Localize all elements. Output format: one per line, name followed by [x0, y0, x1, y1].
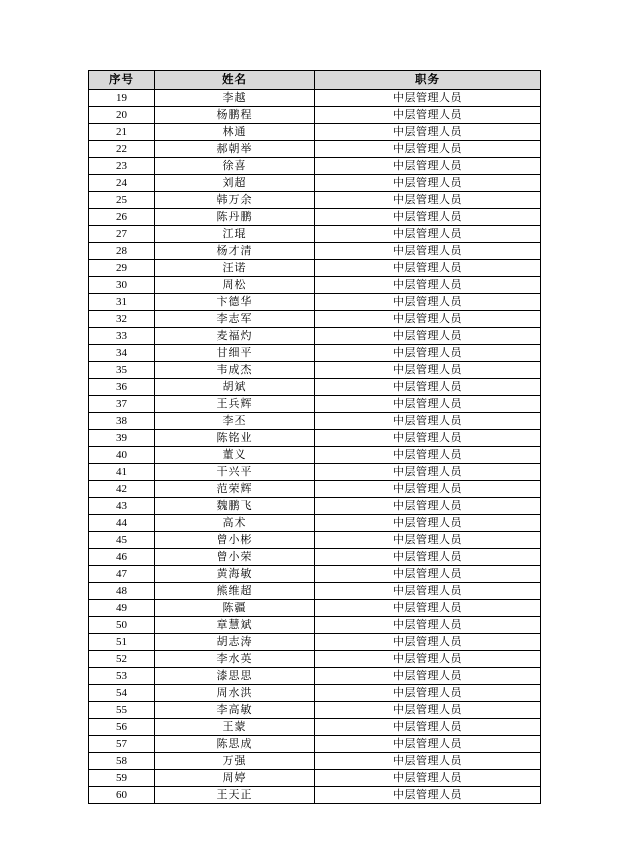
cell-name: 韩万余	[155, 192, 315, 209]
cell-number: 38	[89, 413, 155, 430]
table-header-row	[89, 71, 541, 90]
table-row	[89, 345, 541, 362]
table-row	[89, 311, 541, 328]
table-row	[89, 141, 541, 158]
cell-title: 中层管理人员	[315, 141, 541, 158]
cell-number: 35	[89, 362, 155, 379]
cell-name: 麦福灼	[155, 328, 315, 345]
cell-number: 46	[89, 549, 155, 566]
cell-title: 中层管理人员	[315, 226, 541, 243]
cell-name: 陈思成	[155, 736, 315, 753]
cell-name: 曾小彬	[155, 532, 315, 549]
table-row	[89, 549, 541, 566]
cell-title: 中层管理人员	[315, 702, 541, 719]
cell-name: 高术	[155, 515, 315, 532]
table-row	[89, 396, 541, 413]
cell-name: 陈疆	[155, 600, 315, 617]
cell-name: 干兴平	[155, 464, 315, 481]
table-row	[89, 617, 541, 634]
cell-name: 卞德华	[155, 294, 315, 311]
cell-number: 23	[89, 158, 155, 175]
cell-title: 中层管理人员	[315, 260, 541, 277]
cell-title: 中层管理人员	[315, 294, 541, 311]
cell-title: 中层管理人员	[315, 107, 541, 124]
table-row	[89, 651, 541, 668]
table-row	[89, 328, 541, 345]
cell-number: 37	[89, 396, 155, 413]
cell-name: 甘细平	[155, 345, 315, 362]
cell-title: 中层管理人员	[315, 209, 541, 226]
cell-number: 57	[89, 736, 155, 753]
cell-number: 45	[89, 532, 155, 549]
table-row	[89, 583, 541, 600]
cell-title: 中层管理人员	[315, 719, 541, 736]
cell-name: 魏鹏飞	[155, 498, 315, 515]
cell-number: 49	[89, 600, 155, 617]
cell-number: 25	[89, 192, 155, 209]
cell-number: 47	[89, 566, 155, 583]
cell-name: 王天正	[155, 787, 315, 804]
cell-title: 中层管理人员	[315, 515, 541, 532]
cell-number: 30	[89, 277, 155, 294]
cell-title: 中层管理人员	[315, 668, 541, 685]
column-header-title: 职务	[315, 71, 541, 90]
cell-title: 中层管理人员	[315, 481, 541, 498]
cell-number: 50	[89, 617, 155, 634]
table-row	[89, 175, 541, 192]
cell-title: 中层管理人员	[315, 532, 541, 549]
cell-name: 熊维超	[155, 583, 315, 600]
table-row	[89, 702, 541, 719]
cell-number: 58	[89, 753, 155, 770]
cell-name: 李高敏	[155, 702, 315, 719]
cell-name: 黄海敏	[155, 566, 315, 583]
cell-name: 周婷	[155, 770, 315, 787]
table-row	[89, 753, 541, 770]
cell-number: 34	[89, 345, 155, 362]
cell-number: 60	[89, 787, 155, 804]
cell-title: 中层管理人员	[315, 651, 541, 668]
cell-name: 范荣辉	[155, 481, 315, 498]
table-row	[89, 719, 541, 736]
roster-table	[88, 70, 541, 804]
cell-number: 21	[89, 124, 155, 141]
cell-number: 41	[89, 464, 155, 481]
cell-title: 中层管理人员	[315, 277, 541, 294]
table-row	[89, 192, 541, 209]
cell-number: 31	[89, 294, 155, 311]
cell-name: 汪诺	[155, 260, 315, 277]
cell-name: 杨才清	[155, 243, 315, 260]
cell-title: 中层管理人员	[315, 583, 541, 600]
table-row	[89, 243, 541, 260]
table-row	[89, 447, 541, 464]
column-header-number: 序号	[89, 71, 155, 90]
cell-name: 章慧斌	[155, 617, 315, 634]
table-row	[89, 226, 541, 243]
cell-number: 48	[89, 583, 155, 600]
table-row	[89, 668, 541, 685]
cell-name: 刘超	[155, 175, 315, 192]
cell-number: 42	[89, 481, 155, 498]
cell-name: 陈铭业	[155, 430, 315, 447]
table-row	[89, 277, 541, 294]
cell-title: 中层管理人员	[315, 634, 541, 651]
cell-name: 胡斌	[155, 379, 315, 396]
cell-title: 中层管理人员	[315, 430, 541, 447]
cell-number: 33	[89, 328, 155, 345]
cell-title: 中层管理人员	[315, 243, 541, 260]
table-row	[89, 634, 541, 651]
cell-name: 李丕	[155, 413, 315, 430]
cell-name: 杨鹏程	[155, 107, 315, 124]
cell-number: 51	[89, 634, 155, 651]
cell-number: 55	[89, 702, 155, 719]
cell-name: 林通	[155, 124, 315, 141]
cell-number: 27	[89, 226, 155, 243]
cell-title: 中层管理人员	[315, 158, 541, 175]
table-header	[89, 71, 541, 90]
cell-name: 周水洪	[155, 685, 315, 702]
cell-number: 56	[89, 719, 155, 736]
cell-title: 中层管理人员	[315, 379, 541, 396]
cell-title: 中层管理人员	[315, 311, 541, 328]
cell-title: 中层管理人员	[315, 175, 541, 192]
table-row	[89, 787, 541, 804]
table-row	[89, 566, 541, 583]
cell-name: 徐喜	[155, 158, 315, 175]
table-row	[89, 260, 541, 277]
cell-number: 44	[89, 515, 155, 532]
cell-name: 董义	[155, 447, 315, 464]
cell-name: 江琨	[155, 226, 315, 243]
cell-title: 中层管理人员	[315, 566, 541, 583]
cell-name: 郝朝举	[155, 141, 315, 158]
cell-title: 中层管理人员	[315, 464, 541, 481]
cell-name: 李水英	[155, 651, 315, 668]
cell-title: 中层管理人员	[315, 770, 541, 787]
cell-number: 28	[89, 243, 155, 260]
cell-number: 39	[89, 430, 155, 447]
cell-number: 26	[89, 209, 155, 226]
cell-title: 中层管理人员	[315, 447, 541, 464]
table-row	[89, 481, 541, 498]
roster-table-container	[88, 70, 540, 804]
cell-title: 中层管理人员	[315, 362, 541, 379]
cell-name: 曾小荣	[155, 549, 315, 566]
cell-number: 29	[89, 260, 155, 277]
cell-name: 陈丹鹏	[155, 209, 315, 226]
cell-number: 22	[89, 141, 155, 158]
table-row	[89, 124, 541, 141]
table-row	[89, 770, 541, 787]
cell-number: 20	[89, 107, 155, 124]
table-row	[89, 158, 541, 175]
table-row	[89, 90, 541, 107]
cell-title: 中层管理人员	[315, 413, 541, 430]
table-row	[89, 362, 541, 379]
table-row	[89, 107, 541, 124]
table-row	[89, 464, 541, 481]
cell-number: 43	[89, 498, 155, 515]
cell-title: 中层管理人员	[315, 345, 541, 362]
cell-number: 19	[89, 90, 155, 107]
cell-name: 王蒙	[155, 719, 315, 736]
table-row	[89, 515, 541, 532]
cell-title: 中层管理人员	[315, 753, 541, 770]
cell-number: 40	[89, 447, 155, 464]
cell-number: 54	[89, 685, 155, 702]
cell-name: 周松	[155, 277, 315, 294]
table-row	[89, 736, 541, 753]
cell-title: 中层管理人员	[315, 736, 541, 753]
cell-title: 中层管理人员	[315, 124, 541, 141]
cell-title: 中层管理人员	[315, 685, 541, 702]
table-row	[89, 532, 541, 549]
cell-number: 52	[89, 651, 155, 668]
cell-name: 胡志涛	[155, 634, 315, 651]
table-row	[89, 294, 541, 311]
table-row	[89, 209, 541, 226]
table-row	[89, 498, 541, 515]
cell-title: 中层管理人员	[315, 600, 541, 617]
table-body	[89, 90, 541, 804]
cell-title: 中层管理人员	[315, 549, 541, 566]
cell-title: 中层管理人员	[315, 396, 541, 413]
table-row	[89, 379, 541, 396]
cell-number: 59	[89, 770, 155, 787]
table-row	[89, 430, 541, 447]
cell-title: 中层管理人员	[315, 617, 541, 634]
table-row	[89, 413, 541, 430]
cell-name: 李志军	[155, 311, 315, 328]
table-row	[89, 600, 541, 617]
cell-title: 中层管理人员	[315, 90, 541, 107]
cell-title: 中层管理人员	[315, 498, 541, 515]
cell-title: 中层管理人员	[315, 192, 541, 209]
cell-name: 韦成杰	[155, 362, 315, 379]
cell-name: 李越	[155, 90, 315, 107]
cell-number: 32	[89, 311, 155, 328]
table-row	[89, 685, 541, 702]
cell-number: 53	[89, 668, 155, 685]
cell-name: 万强	[155, 753, 315, 770]
column-header-name: 姓名	[155, 71, 315, 90]
cell-title: 中层管理人员	[315, 787, 541, 804]
cell-number: 36	[89, 379, 155, 396]
cell-title: 中层管理人员	[315, 328, 541, 345]
cell-name: 王兵辉	[155, 396, 315, 413]
cell-number: 24	[89, 175, 155, 192]
cell-name: 漆思思	[155, 668, 315, 685]
